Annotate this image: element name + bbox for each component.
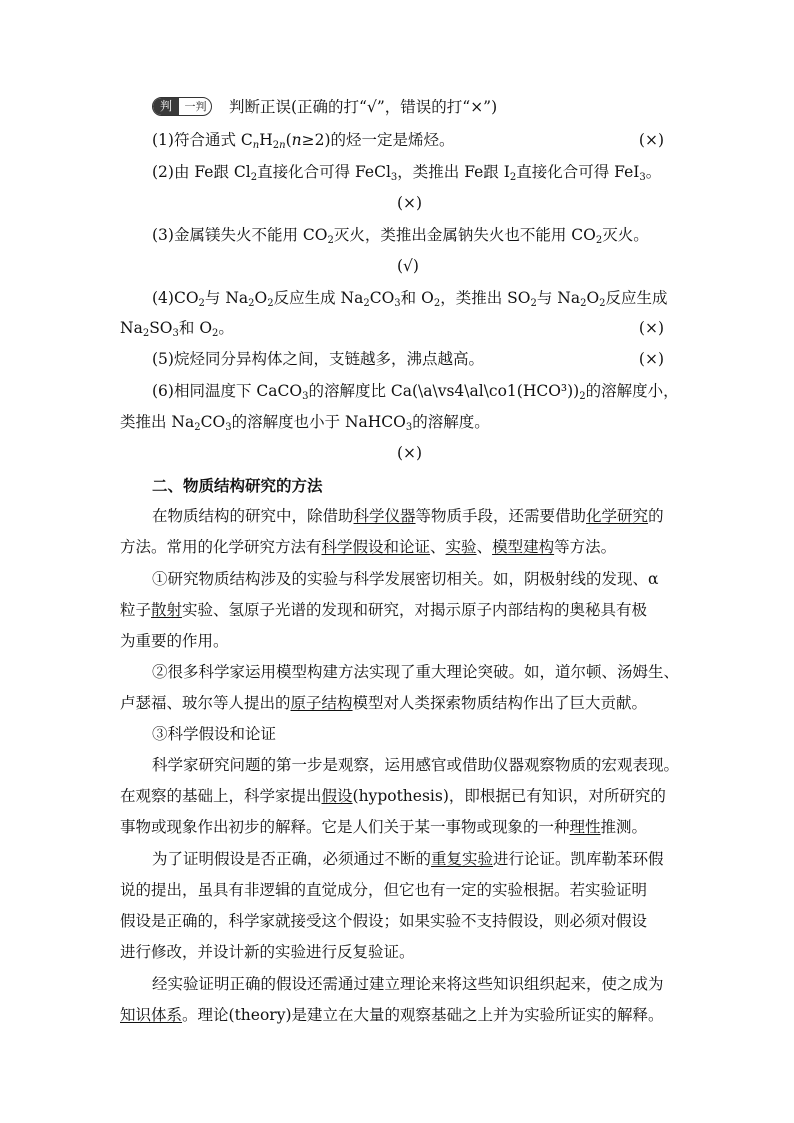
question-2: (2)由 Fe跟 $Cl_2$直接化合可得 FeCl$_3$，类推出 Fe跟 $I_2$直接化合可得 FeI$_3$。 [152, 163, 662, 183]
question-4: $(4)CO_2$与 $Na_2O_2$反应生成 $Na_2CO_3$和 $O_2$，类推出 $SO_2$与 $Na_2O_2$反应生成 [152, 289, 668, 309]
paragraph-1-line-1: 在物质结构的研究中，除借助科学仪器等物质手段，还需要借助化学研究的 [152, 507, 664, 525]
paragraph-6-line-2: 说的提出，虽具有非逻辑的直觉成分，但它也有一定的实验根据。若实验证明 [120, 881, 648, 899]
question-5: (5)烷烃同分异构体之间，支链越多，沸点越高。 [152, 350, 484, 368]
question-6-answer: (×) [397, 444, 423, 462]
question-1-answer: (×) [638, 131, 664, 149]
paragraph-2-line-2: 粒子散射实验、氢原子光谱的发现和研究，对揭示原子内部结构的奥秘具有极 [120, 601, 648, 619]
question-2-answer: (×) [397, 194, 423, 212]
question-4-line-2: $Na_2SO_3$和 $O_2$。 [120, 319, 234, 339]
paragraph-5-line-1: 科学家研究问题的第一步是观察，运用感官或借助仪器观察物质的宏观表现。 [152, 756, 680, 774]
exercise-header: 判断正误(正确的打“√”，错误的打“×”) [229, 98, 498, 116]
paragraph-5-line-3: 事物或现象作出初步的解释。它是人们关于某一事物或现象的一种理性推测。 [120, 818, 648, 836]
paragraph-2-line-1: ①研究物质结构涉及的实验与科学发展密切相关。如，阴极射线的发现、α [152, 570, 659, 588]
question-6-line-2: 类推出 $Na_2CO_3$的溶解度也小于 NaHCO$_3$的溶解度。 [120, 413, 490, 433]
paragraph-4-heading: ③科学假设和论证 [152, 725, 277, 743]
paragraph-3-line-2: 卢瑟福、玻尔等人提出的原子结构模型对人类探索物质结构作出了巨大贡献。 [120, 694, 648, 712]
paragraph-6-line-4: 进行修改，并设计新的实验进行反复验证。 [120, 943, 415, 961]
section-title: 二、物质结构研究的方法 [152, 476, 323, 495]
exercise-badge [152, 97, 212, 116]
paragraph-1-line-2: 方法。常用的化学研究方法有科学假设和论证、实验、模型建构等方法。 [120, 538, 617, 556]
paragraph-5-line-2: 在观察的基础上，科学家提出假设(hypothesis)，即根据已有知识，对所研究的 [120, 787, 666, 805]
question-3: (3)金属镁失火不能用 $CO_2$灭火，类推出金属钠失火也不能用 $CO_2$灭火。 [152, 226, 649, 246]
badge-right: 一判 [184, 100, 207, 113]
question-1: (1)符合通式 $C_nH_{2n}(n\ge 2)$的烃一定是烯烃。 [152, 131, 455, 151]
paragraph-7-line-1: 经实验证明正确的假设还需通过建立理论来将这些知识组织起来，使之成为 [152, 975, 664, 993]
paragraph-6-line-1: 为了证明假设是否正确，必须通过不断的重复实验进行论证。凯库勒苯环假 [152, 850, 664, 868]
paragraph-7-line-2: 知识体系。理论(theory)是建立在大量的观察基础之上并为实验所证实的解释。 [120, 1006, 664, 1024]
question-5-answer: (×) [638, 350, 664, 368]
question-4-answer: (×) [638, 319, 664, 337]
paragraph-2-line-3: 为重要的作用。 [120, 632, 229, 650]
question-3-answer: (√) [397, 257, 419, 275]
paragraph-3-line-1: ②很多科学家运用模型构建方法实现了重大理论突破。如，道尔顿、汤姆生、 [152, 663, 680, 681]
badge-left: 判 [153, 98, 179, 115]
question-6: (6)相同温度下 CaCO$_3$的溶解度比 $Ca(\backslash a\backslash vs4\backslash al\backslash co1(HCO^3))_2$的溶解度小， [152, 382, 679, 402]
paragraph-6-line-3: 假设是正确的，科学家就接受这个假设；如果实验不支持假设，则必须对假设 [120, 912, 648, 930]
